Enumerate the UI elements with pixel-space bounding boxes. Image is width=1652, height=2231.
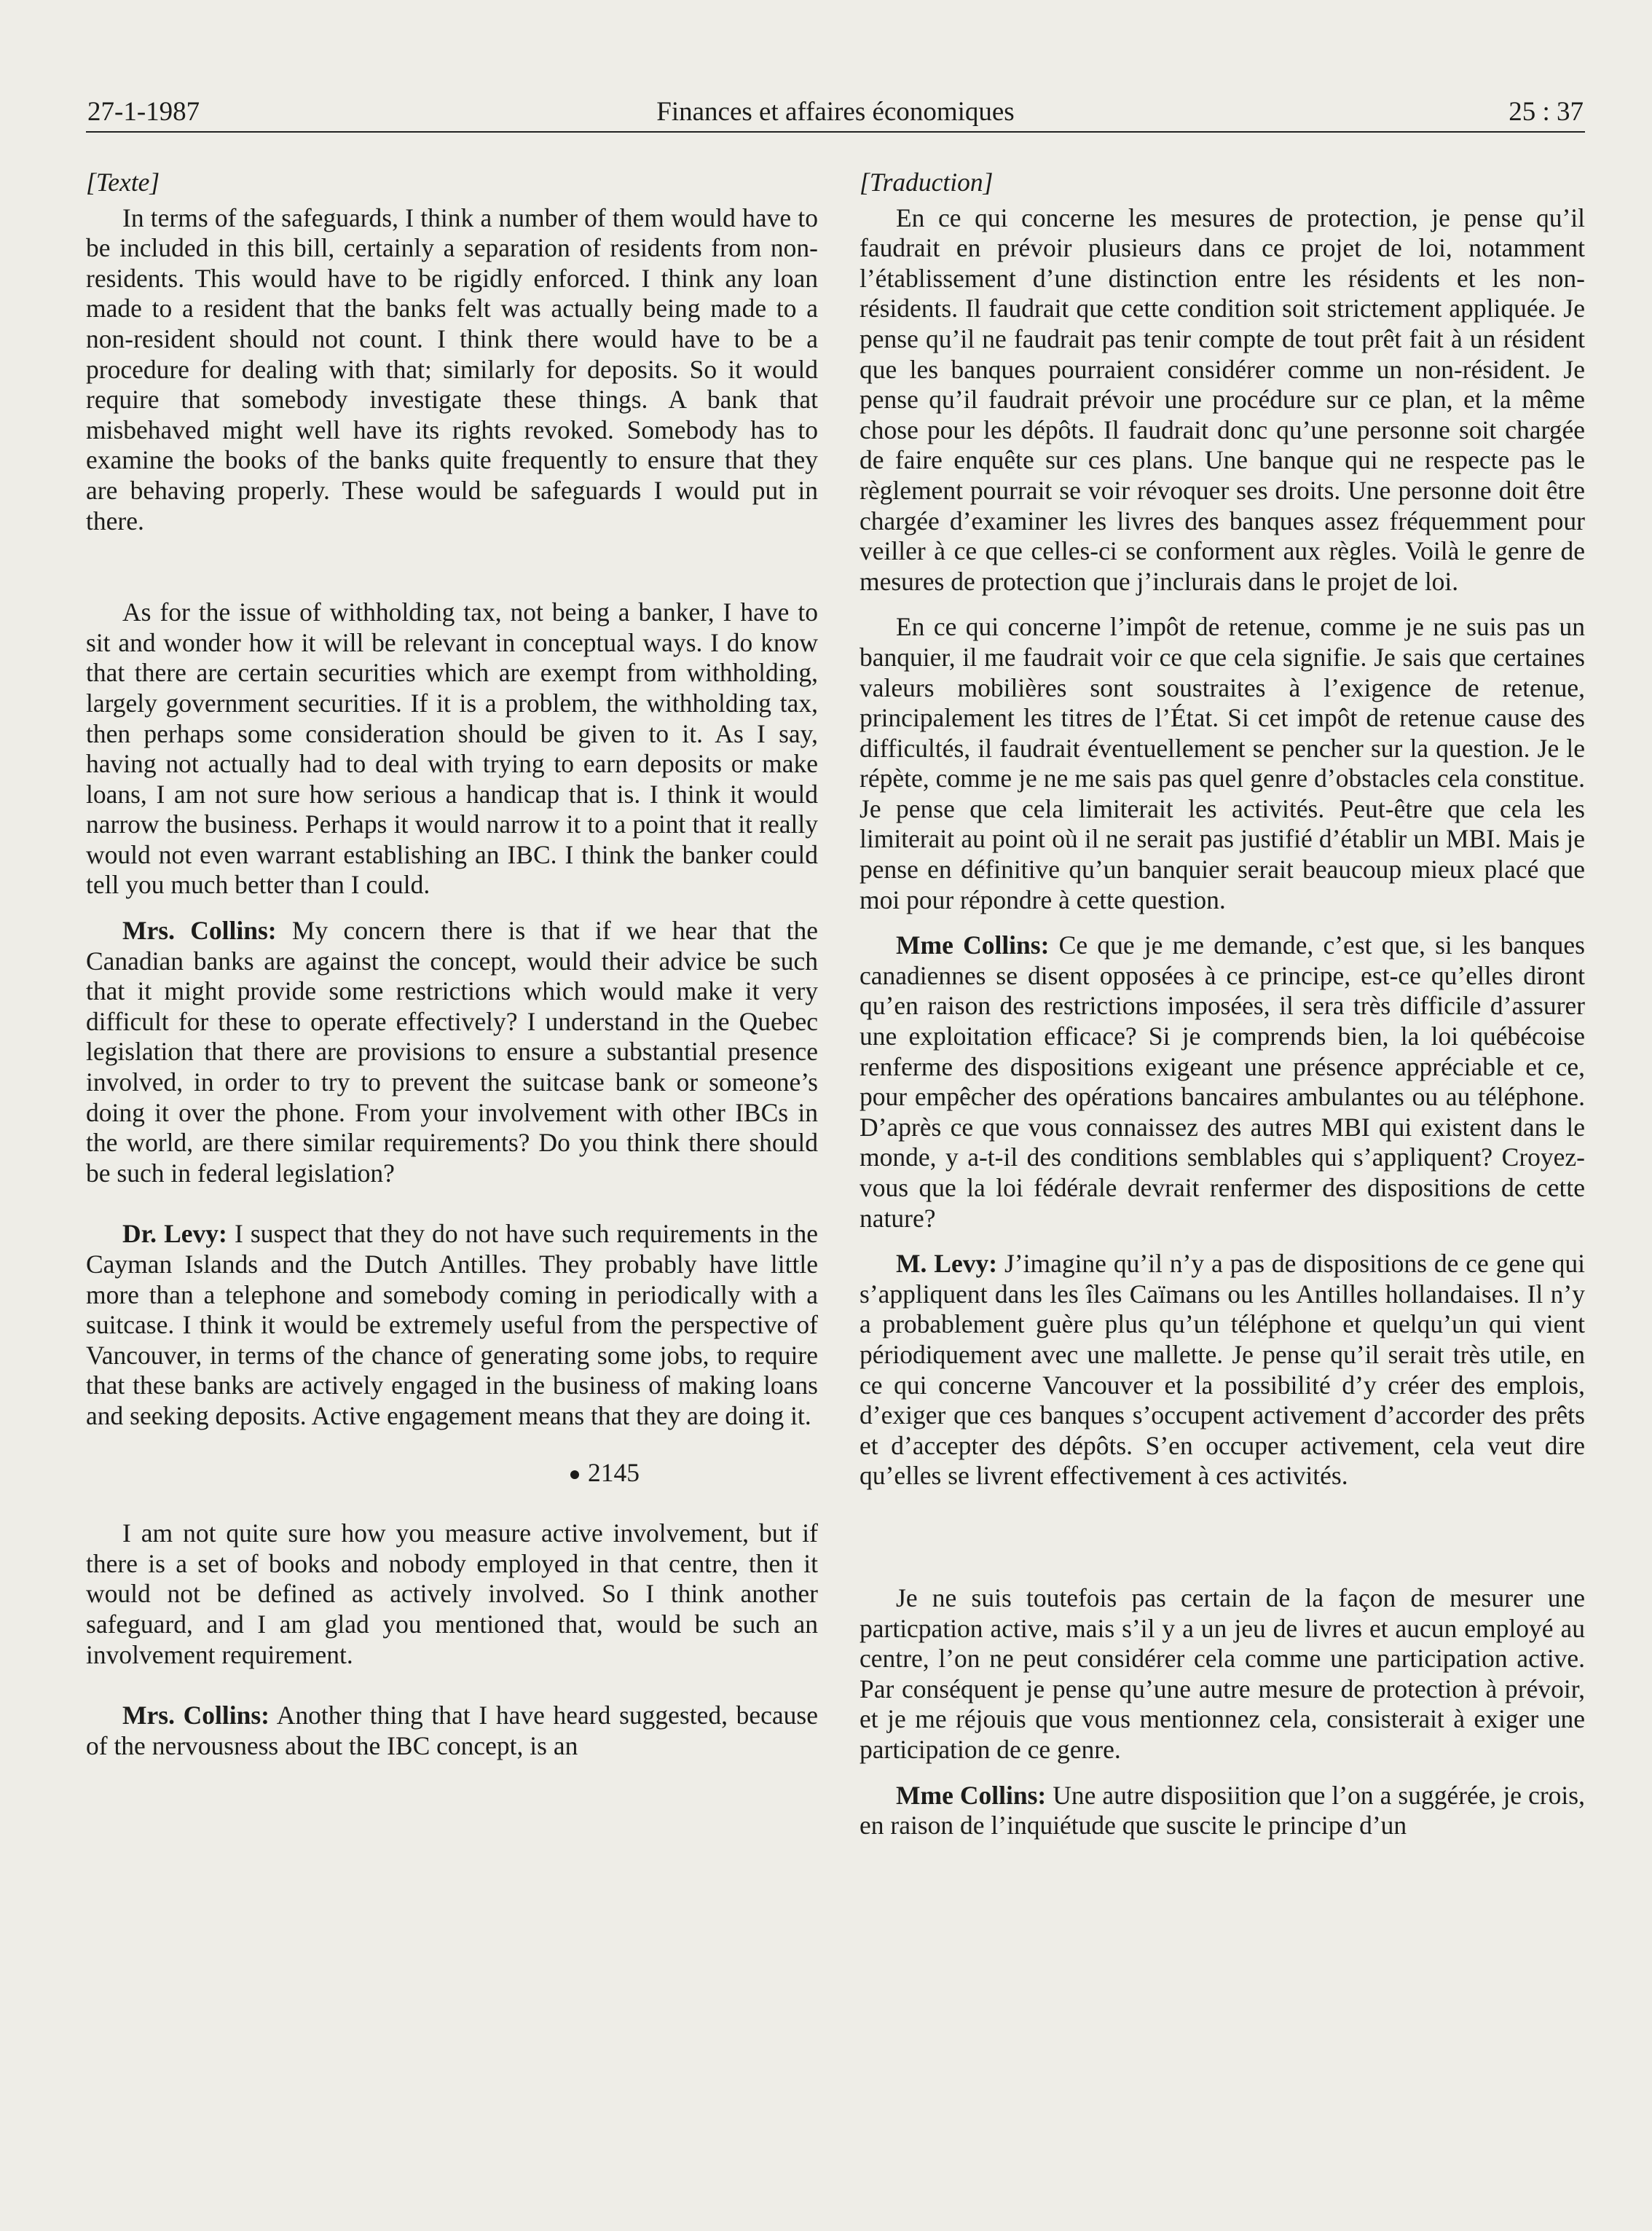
speaker-name: Mme Collins:: [896, 1780, 1047, 1810]
header-date: 27-1-1987: [87, 97, 200, 127]
french-column: [860, 168, 1585, 1841]
french-section-label: [Traduction]: [860, 168, 994, 197]
french-paragraph-3: [860, 930, 1585, 1234]
paragraph-gap: [860, 1234, 1585, 1249]
speaker-name: Dr. Levy:: [122, 1219, 227, 1249]
header-page-number: 25 : 37: [1509, 97, 1584, 127]
english-paragraph-2: As for the issue of withholding tax, not being a banker, I have to sit and wonder how it will be relevant in conceptual ways. I do know that there are certain securities which are exempt from withholding, largely government securities. If it is a problem, the withholding tax, then perhaps some consideration should be given to it. As I say, having not actually had to deal with trying to earn deposits or make loans, I am not sure how serious a handicap that is. I think it would narrow the business. Perhaps it would narrow it to a point that it really would not even warrant establishing an IBC. I think the banker could tell you much better than I could.: [86, 597, 818, 900]
speaker-name: Mrs. Collins:: [122, 916, 277, 946]
paragraph-gap: [860, 597, 1585, 612]
paragraph-gap: [860, 1553, 1585, 1583]
speaker-name: Mrs. Collins:: [122, 1701, 270, 1730]
time-marker: [86, 1458, 818, 1489]
paragraph-gap: [86, 1670, 818, 1701]
time-marker-text: 2145: [588, 1457, 640, 1487]
page-header: [86, 93, 1585, 133]
paragraph-gap: [86, 536, 818, 567]
speaker-name: Mme Collins:: [896, 930, 1050, 960]
french-paragraph-5: Je ne suis toutefois pas certain de la façon de mesurer une particpation active, mais s’il y a un jeu de livres et aucun employé au centre, l’on ne peut considérer cela comme une participation active. Par conséquent je pense qu’une autre mesure de protection à prévoir, et je me réjouis que vous mentionnez cela, consisterait à exiger une participation de ce genre.: [860, 1583, 1585, 1764]
french-paragraph-2: En ce qui concerne l’impôt de retenue, comme je ne suis pas un banquier, il me faudrait voir ce que cela signifie. Je sais que certaines valeurs mobilières sont soustraites à l’exigence de retenue, principalement les titres de l’État. Si cet impôt de retenue cause des difficultés, il faudrait éventuellement se pencher sur la question. Je le répète, comme je ne me sais pas quel genre d’obstacles cela constitue. Je pense que cela limiterait les activités. Peut-être que cela les limiterait au point où il ne serait pas justifié d’établir un MBI. Mais je pense en définitive qu’un banquier serait beaucoup mieux placé que moi pour répondre à cette question.: [860, 612, 1585, 914]
paragraph-gap: [86, 567, 818, 597]
speech-text: Une autre disposiition que l’on a suggérée, je crois, en raison de l’inquiétude que suscite le principe d’un: [860, 1780, 1585, 1840]
speech-text: Ce que je me demande, c’est que, si les banques canadiennes se disent opposées à ce principe, est-ce qu’elles diront qu’en raison des restrictions imposées, il sera très difficile d’assurer une exploitation efficace? Si je comprends bien, la loi québécoise renferme des dispositions exigeant une présence appréciable et ce, pour empêcher des opérations bancaires ambulantes ou au téléphone. D’après ce que vous connaissez des autres MBI qui existent dans le monde, y a-t-il des conditions semblables qui s’appliquent? Croyez-vous que la loi fédérale devrait renfermer des dispositions de cette nature?: [860, 930, 1585, 1233]
header-title: Finances et affaires économiques: [656, 97, 1015, 127]
paragraph-gap: [860, 1491, 1585, 1522]
english-paragraph-4: [86, 1219, 818, 1431]
french-paragraph-6: [860, 1781, 1585, 1841]
speech-text: I suspect that they do not have such requirements in the Cayman Islands and the Dutch Antilles. They probably have little more than a telephone and somebody coming in periodically with a suitcase. I think it would be extremely useful from the perspective of Vancouver, in terms of the chance of generating some jobs, to require that these banks are actively engaged in the business of making loans and seeking deposits. Active engagement means that they are doing it.: [86, 1219, 818, 1430]
paragraph-gap: [860, 915, 1585, 930]
speaker-name: M. Levy:: [896, 1249, 998, 1279]
speech-text: J’imagine qu’il n’y a pas de dispositions de ce gene qui s’appliquent dans les îles Caïmans ou les Antilles hollandaises. Il n’y a probablement guère plus qu’un téléphone et quelqu’un qui vient périodiquement avec une mallette. Je pense qu’il serait très utile, en ce qui concerne Vancouver et la possibilité d’y créer des emplois, d’exiger que ces banques s’occupent activement d’accorder des prêts et d’accepter des dépôts. S’en occuper activement, cela veut dire qu’elles se livrent effectivement à ces activités.: [860, 1249, 1585, 1491]
speech-text: Another thing that I have heard suggested, because of the nervousness about the IBC concept, is an: [86, 1701, 818, 1760]
french-paragraph-1: En ce qui concerne les mesures de protection, je pense qu’il faudrait en prévoir plusieurs dans ce projet de loi, notamment l’établissement d’une distinction entre les résidents et les non-résidents. Il faudrait que cette condition soit strictement appliquée. Je pense qu’il ne faudrait pas tenir compte de tout prêt fait à un résident que les banques pourraient considérer comme un non-résident. Je pense qu’il faudrait prévoir une procédure sur ce plan, et la même chose pour les dépôts. Il faudrait donc qu’une personne soit chargée de faire enquête sur ces plans. Une banque qui ne respecte pas le règlement pourrait se voir révoquer ses droits. Une personne doit être chargée d’examiner les livres des banques assez fréquemment pour veiller à ce que celles-ci se conforment aux règles. Voilà le genre de mesures de protection que j’inclurais dans le projet de loi.: [860, 203, 1585, 596]
paragraph-gap: [86, 901, 818, 916]
bullet-icon: [570, 1470, 579, 1479]
english-paragraph-6: [86, 1701, 818, 1761]
english-section-label: [Texte]: [86, 168, 160, 197]
french-paragraph-4: [860, 1249, 1585, 1491]
english-paragraph-1: In terms of the safeguards, I think a number of them would have to be included in this bill, certainly a separation of residents from non-residents. This would have to be rigidly enforced. I think any loan made to a resident that the banks felt was actually being made to a non-resident should not count. I think there would have to be a procedure for dealing with that; similarly for deposits. So it would require that somebody investigate these things. A bank that misbehaved might well have its rights revoked. Somebody has to examine the books of the banks quite frequently to ensure that they are behaving properly. These would be safeguards I would put in there.: [86, 203, 818, 536]
paragraph-gap: [860, 1522, 1585, 1553]
english-paragraph-5: I am not quite sure how you measure active involvement, but if there is a set of books and nobody employed in that centre, then it would not be defined as actively involved. So I think another safeguard, and I am glad you mentioned that, would be such an involvement requirement.: [86, 1518, 818, 1669]
english-column: [86, 168, 818, 1761]
speech-text: My concern there is that if we hear that the Canadian banks are against the concept, would their advice be such that it might provide some restrictions which would make it very difficult for these to operate effectively? I understand in the Quebec legislation that there are provisions to ensure a substantial presence involved, in order to try to prevent the suitcase bank or someone’s doing it over the phone. From your involvement with other IBCs in the world, are there similar requirements? Do you think there should be such in federal legislation?: [86, 916, 819, 1188]
english-paragraph-3: [86, 916, 818, 1188]
paragraph-gap: [860, 1765, 1585, 1781]
paragraph-gap: [86, 1188, 818, 1219]
